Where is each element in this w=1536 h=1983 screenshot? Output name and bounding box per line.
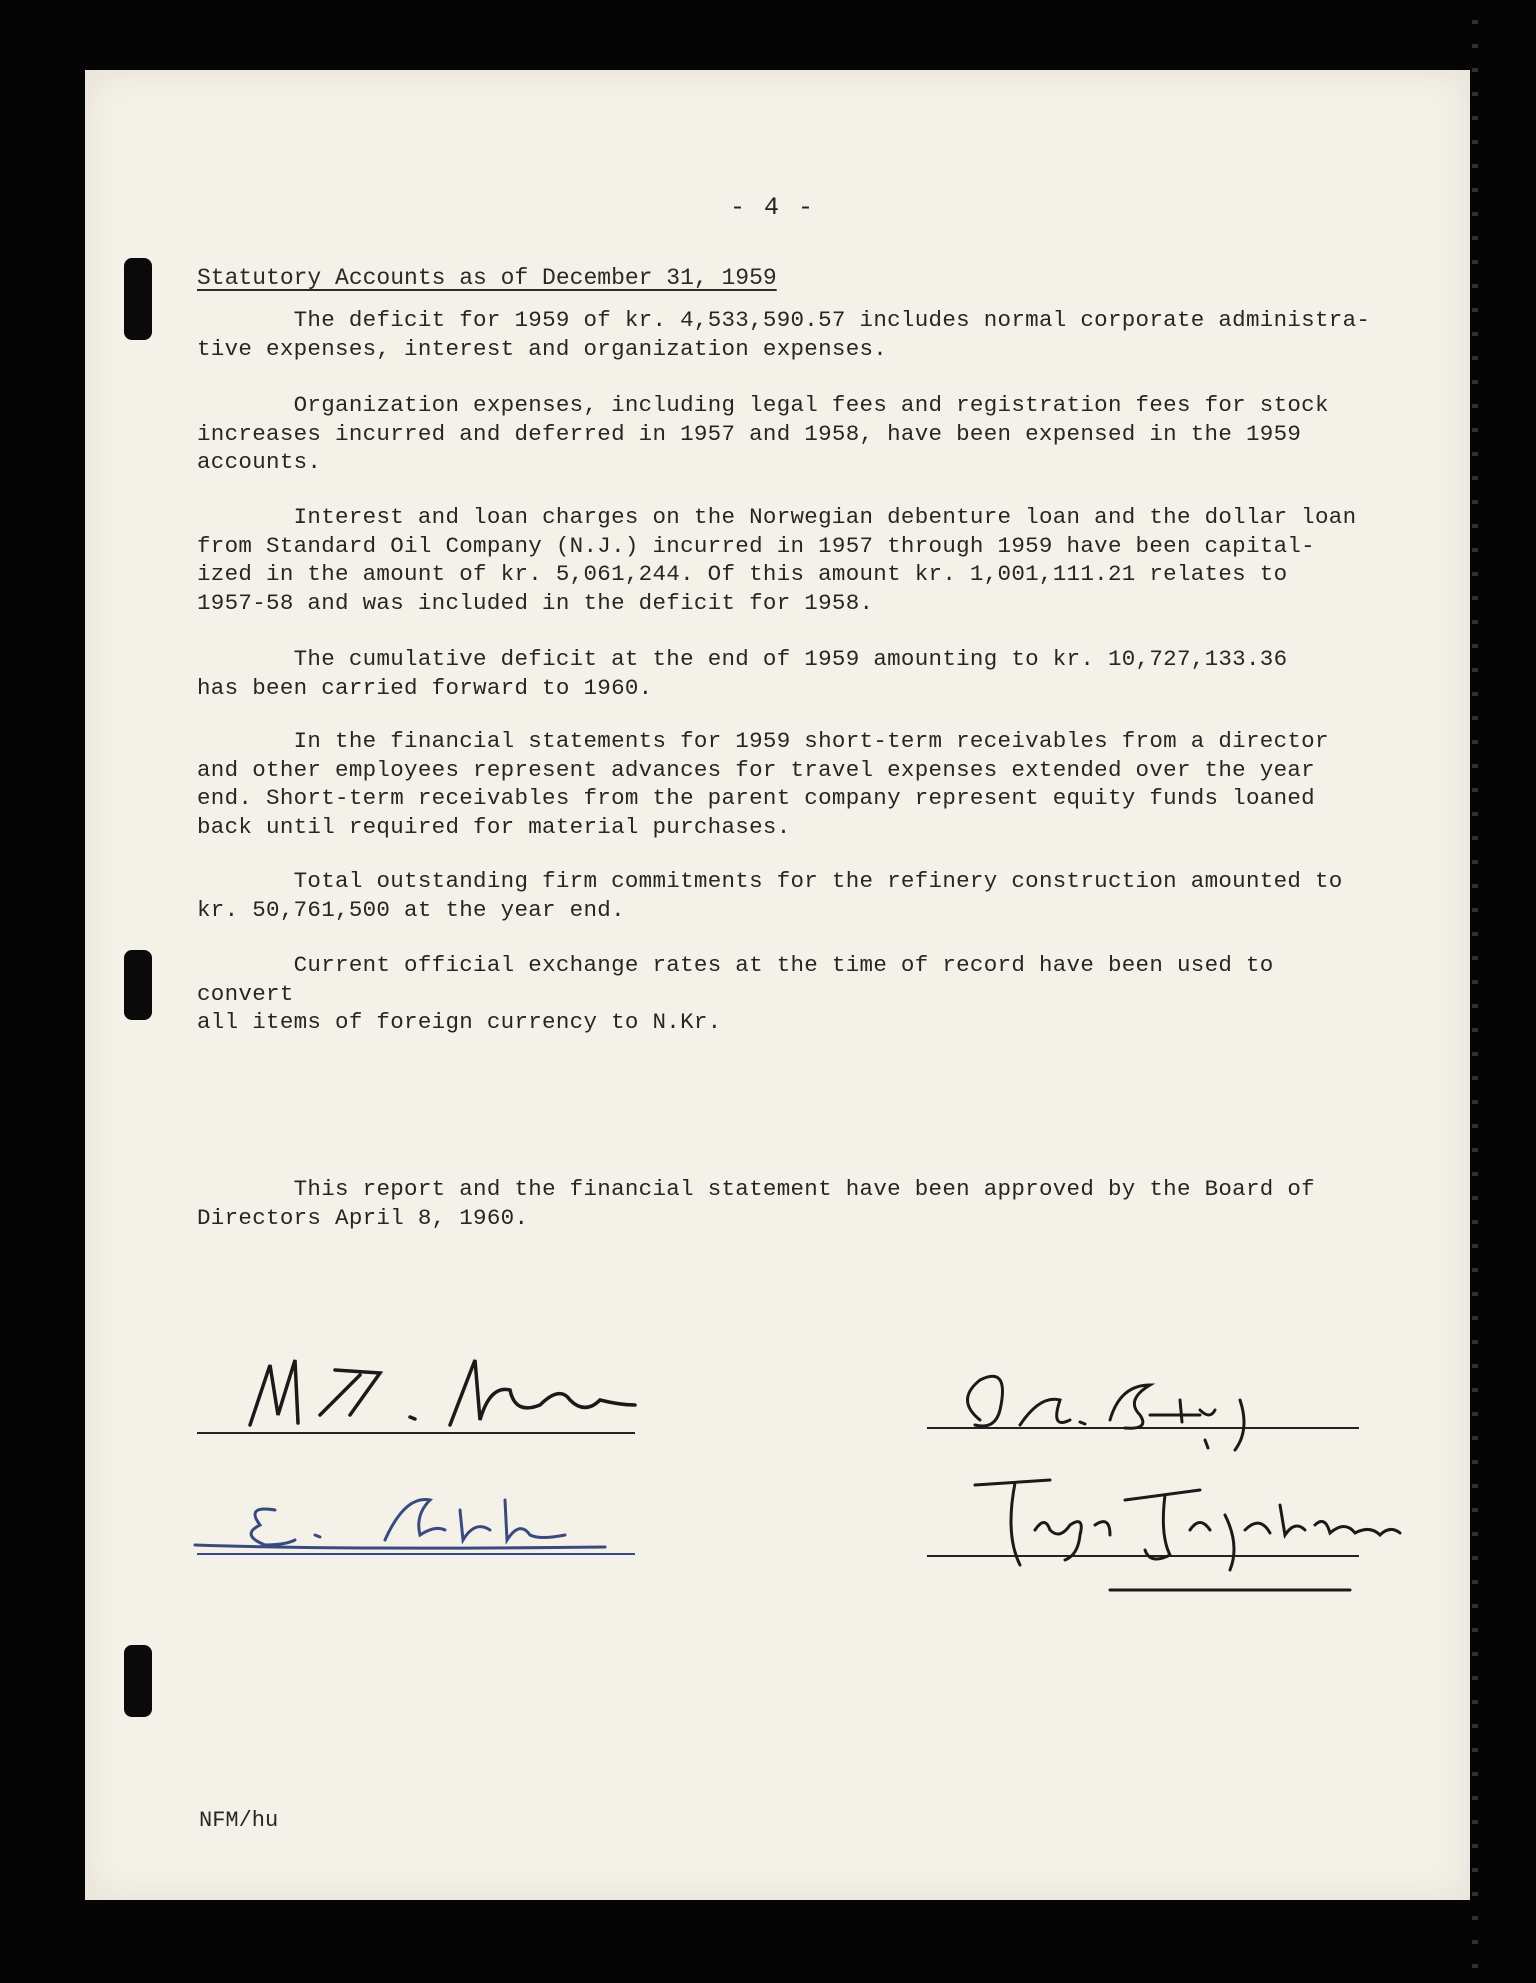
binder-hole-middle: [124, 950, 152, 1020]
paragraph-deficit: The deficit for 1959 of kr. 4,533,590.57 includes normal corporate administra- tive expenses, interest and organization expenses.: [197, 307, 1371, 362]
approval-statement: This report and the financial statement have been approved by the Board of Directors April 8, 1960.: [197, 1176, 1315, 1231]
binder-hole-top: [124, 258, 152, 340]
scan-border-right: [1470, 0, 1536, 1983]
paragraph-commitments: Total outstanding firm commitments for the refinery construction amounted to kr. 50,761,500 at the year end.: [197, 868, 1343, 923]
paragraph-interest: Interest and loan charges on the Norwegian debenture loan and the dollar loan from Standard Oil Company (N.J.) incurred in 1957 through 1959 have been capital- ized in the amount of kr. 5,061,244. Of this amount kr. 1,001,111.21 relates to 1957-58 and was included in the deficit for 1958.: [197, 504, 1357, 616]
typist-initials: NFM/hu: [199, 1808, 279, 1833]
section-heading: Statutory Accounts as of December 31, 1959: [197, 265, 777, 291]
paragraph-organization: Organization expenses, including legal fees and registration fees for stock increases incurred and deferred in 1957 and 1958, have been expensed in the 1959 accounts.: [197, 392, 1329, 475]
scan-ruler: [1472, 0, 1478, 1983]
page-number: - 4 -: [730, 193, 816, 222]
paragraph-exchange: Current official exchange rates at the time of record have been used to convert all items of foreign currency to N.Kr.: [197, 952, 1274, 1035]
paragraph-receivables: In the financial statements for 1959 short-term receivables from a director and other employees represent advances for travel expenses extended over the year end. Short-term receivables from the parent company represent equity funds loaned back until required for material purchases.: [197, 728, 1329, 840]
binder-hole-bottom: [124, 1645, 152, 1717]
paragraph-cumulative: The cumulative deficit at the end of 1959 amounting to kr. 10,727,133.36 has been carried forward to 1960.: [197, 646, 1288, 701]
